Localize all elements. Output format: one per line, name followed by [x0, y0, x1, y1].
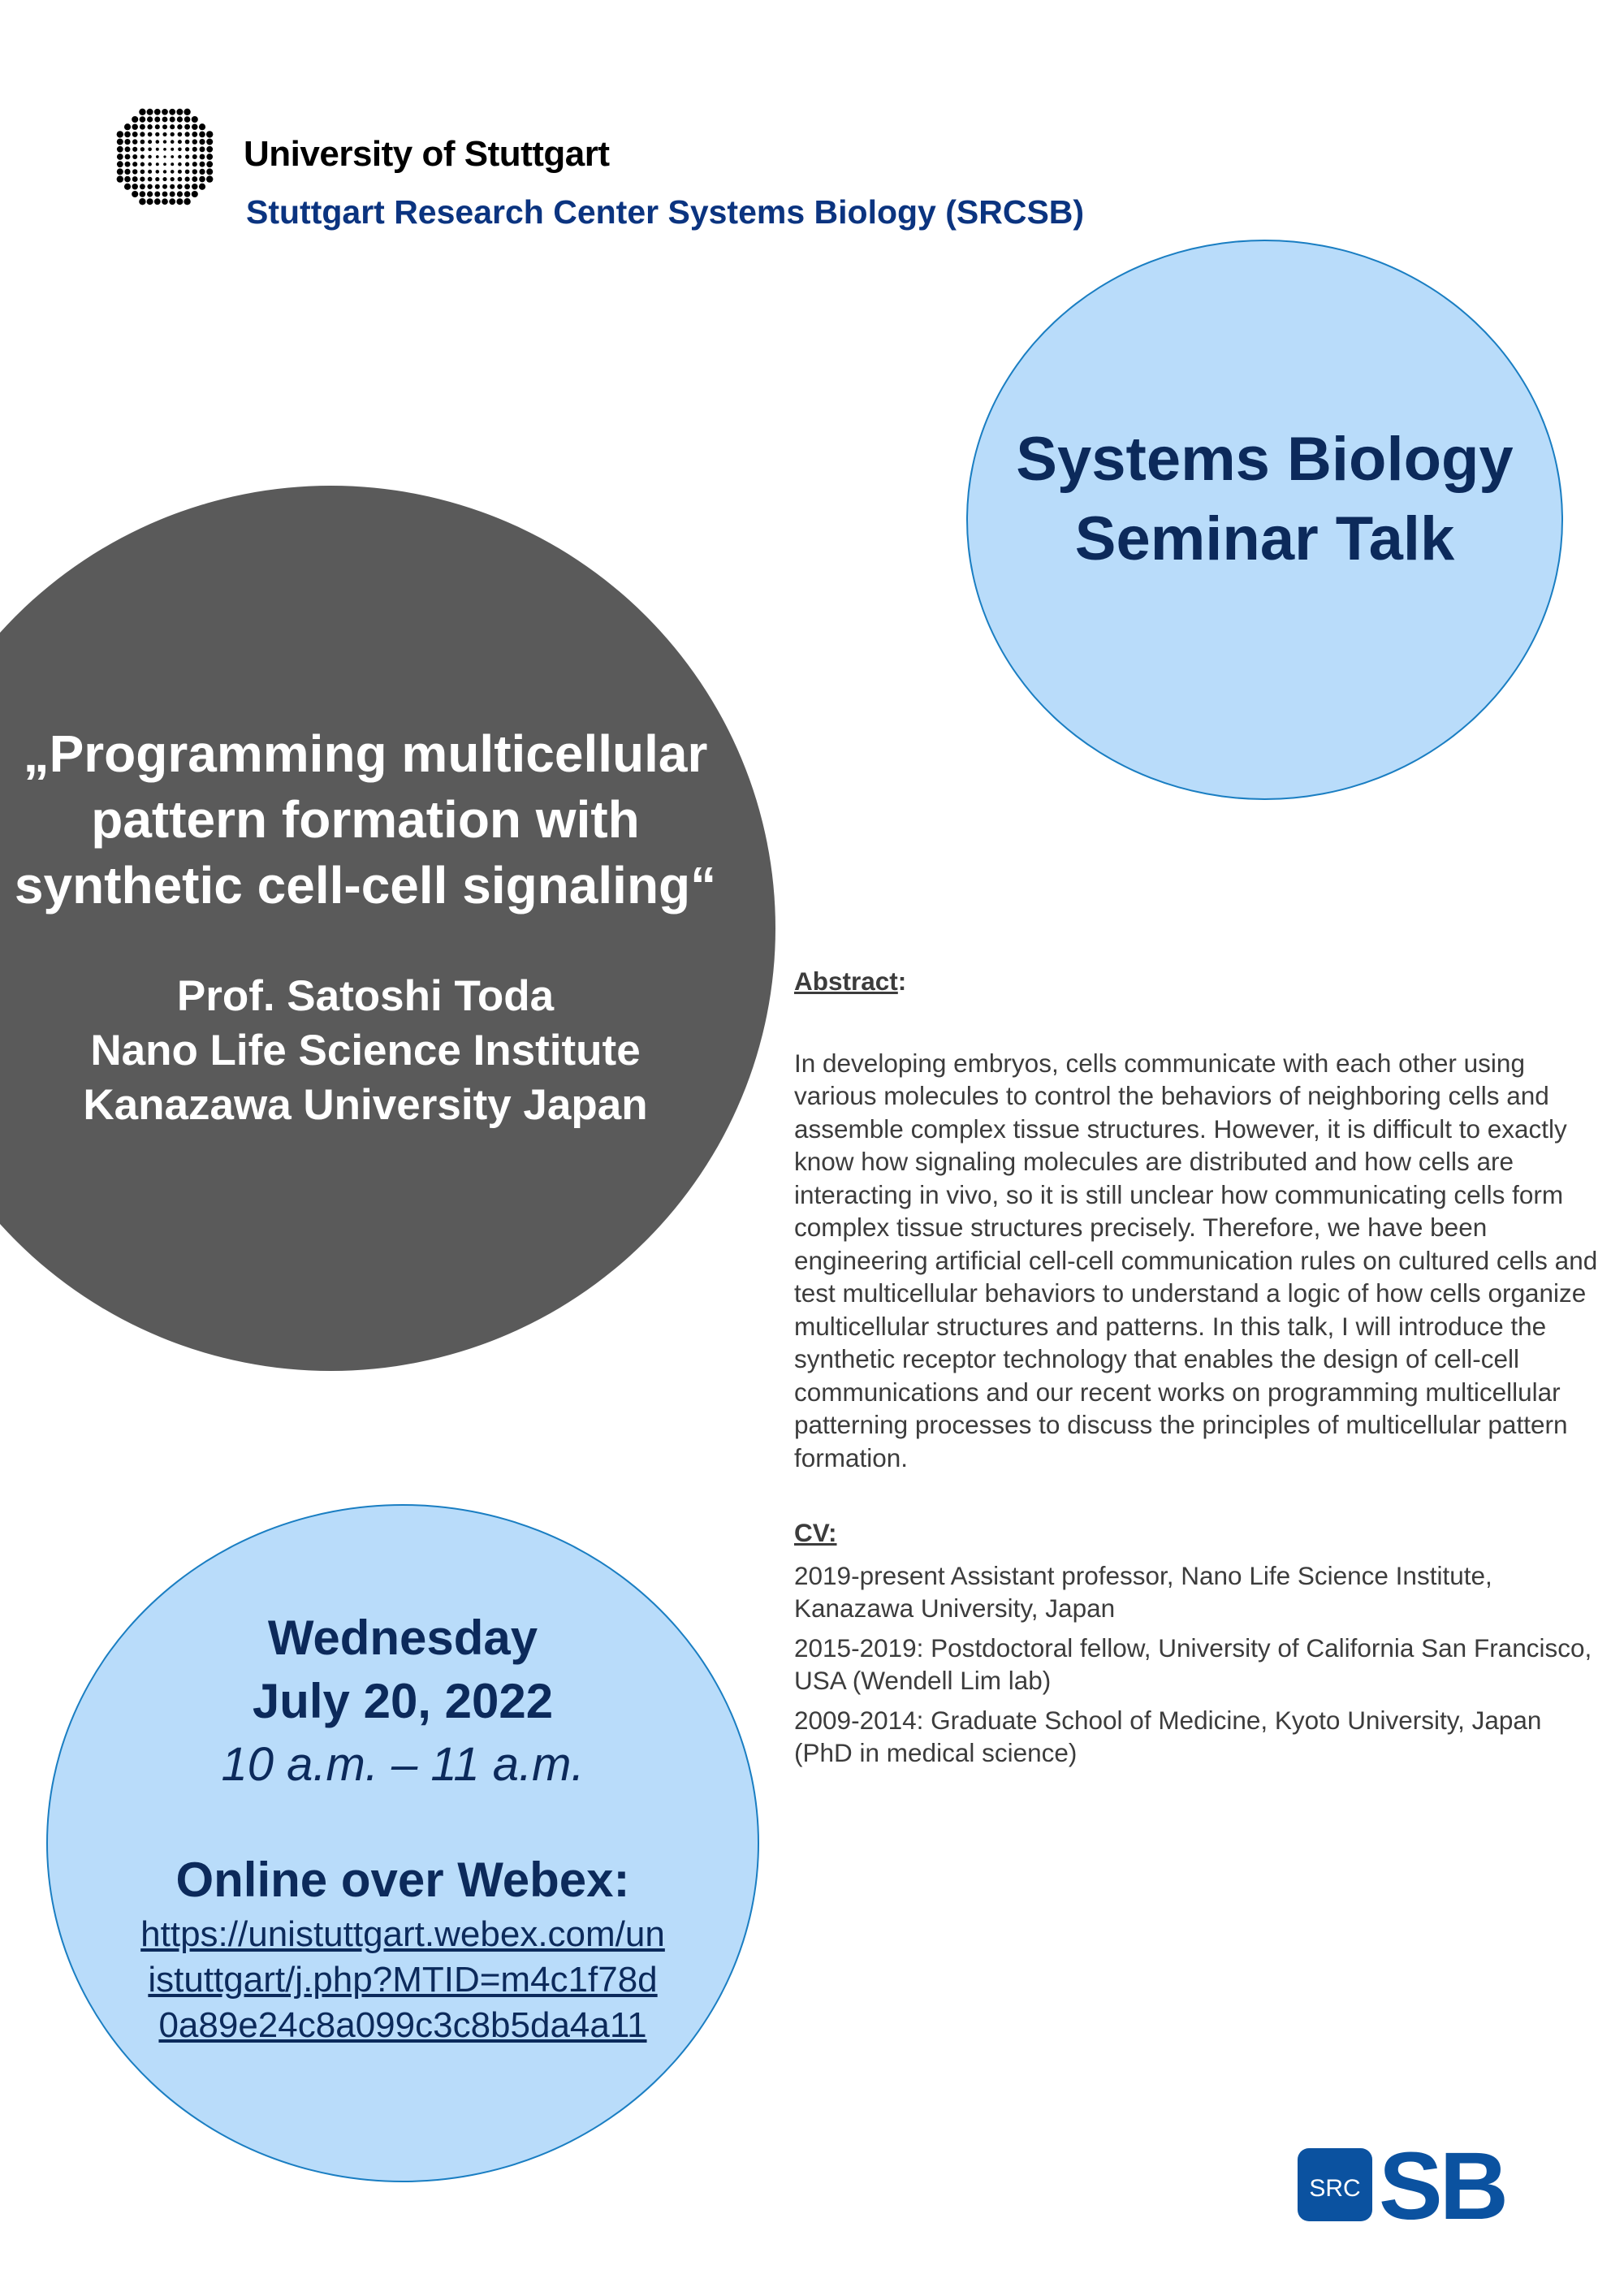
logo-dot	[148, 155, 151, 158]
logo-dot	[162, 177, 166, 181]
logo-dot	[147, 109, 153, 115]
logo-dot	[184, 198, 190, 205]
logo-dot	[140, 184, 145, 189]
speaker-institute: Nano Life Science Institute	[90, 1027, 641, 1074]
logo-dot	[178, 140, 182, 144]
logo-dot	[178, 148, 182, 152]
logo-dot	[192, 123, 197, 129]
logo-dot	[132, 116, 138, 123]
speaker-info	[0, 969, 731, 1132]
logo-dot	[132, 162, 137, 166]
logo-dot	[117, 139, 123, 145]
srcsb-logo-small-text: SRC	[1309, 2175, 1361, 2202]
logo-dot	[184, 109, 190, 115]
srcsb-logo-icon	[1298, 2144, 1541, 2225]
logo-dot	[206, 153, 213, 160]
cv-entry: 2015-2019: Postdoctoral fellow, University of California San Francisco, USA (Wendell Lim lab)	[794, 1632, 1592, 1695]
logo-dot	[192, 162, 197, 166]
logo-dot	[124, 132, 131, 138]
logo-dot	[155, 184, 160, 189]
logo-dot	[192, 184, 197, 189]
university-logo-icon	[112, 104, 218, 210]
logo-dot	[117, 168, 123, 175]
logo-dot	[147, 191, 153, 197]
logo-dot	[140, 191, 146, 197]
logo-dot	[177, 116, 183, 122]
logo-dot	[170, 117, 175, 123]
logo-dot	[163, 170, 166, 173]
logo-dot	[162, 117, 168, 123]
logo-dot	[206, 146, 213, 153]
logo-dot	[124, 176, 131, 183]
logo-dot	[117, 153, 123, 160]
logo-dot	[156, 155, 159, 158]
logo-dot	[140, 154, 145, 158]
logo-dot	[185, 140, 190, 145]
logo-dot	[199, 184, 205, 190]
logo-dot	[117, 131, 123, 137]
logo-dot	[148, 170, 152, 174]
event-info	[46, 1606, 759, 2048]
logo-dot	[124, 139, 130, 145]
abstract-text: In developing embryos, cells communicate with each other using various molecules to control the behaviors of neighboring cells and assemble complex tissue structures. However, it is difficult to exactly know how signaling molecules are distributed and how cells are interacting in vivo, so it is still unclear how communicating cells form complex tissue structures precisely. Therefore, we have been engineering artificial cell-cell communication rules on cultured cells and test multicellular behaviors to understand a logic of how cells organize multicellular structures and patterns. In this talk, I will introduce the synthetic receptor technology that enables the design of cell-cell communications and our recent works on programming multicellular patterning processes to discuss the principles of multicellular pattern formation.	[794, 1048, 1598, 1472]
logo-dot	[156, 170, 160, 174]
talk-info	[0, 721, 731, 1132]
speaker-university: Kanazawa University Japan	[83, 1081, 648, 1129]
logo-dot	[163, 148, 166, 151]
logo-dot	[124, 169, 130, 175]
logo-dot	[140, 147, 145, 151]
logo-dot	[132, 176, 138, 182]
logo-dot	[192, 169, 197, 174]
logo-dot	[206, 131, 213, 137]
logo-dot	[171, 170, 175, 174]
logo-dot	[132, 132, 138, 137]
logo-dot	[199, 123, 205, 130]
logo-dot	[171, 140, 175, 144]
logo-dot	[184, 124, 190, 130]
logo-dot	[154, 198, 161, 205]
abstract-heading-colon: :	[897, 966, 907, 996]
logo-dot	[140, 170, 145, 175]
logo-dot	[199, 169, 205, 175]
logo-dot	[132, 184, 137, 189]
logo-dot	[178, 177, 183, 182]
seminar-title	[1016, 420, 1513, 579]
logo-dot	[117, 146, 123, 153]
cv-heading: CV:	[794, 1518, 837, 1547]
logo-dot	[163, 155, 166, 158]
logo-dot	[185, 162, 189, 166]
logo-dot	[124, 123, 131, 130]
seminar-title-line2: Seminar Talk	[1074, 504, 1455, 573]
logo-dot	[148, 132, 153, 137]
logo-dot	[206, 161, 213, 167]
logo-dot	[178, 170, 182, 174]
logo-dot	[147, 116, 153, 122]
logo-dot	[178, 155, 181, 158]
logo-dot	[132, 169, 137, 174]
logo-dot	[132, 191, 138, 197]
logo-dot	[170, 184, 175, 189]
logo-dot	[192, 132, 197, 137]
logo-dot	[154, 109, 161, 115]
logo-dot	[139, 109, 145, 115]
cv-entry: 2009-2014: Graduate School of Medicine, Kyoto University, Japan (PhD in medical science)	[794, 1705, 1542, 1767]
logo-dot	[156, 162, 159, 166]
logo-dot	[176, 198, 183, 205]
logo-dot	[192, 176, 197, 182]
seminar-title-line1: Systems Biology	[1016, 425, 1514, 494]
logo-dot	[199, 139, 205, 145]
logo-dot	[185, 147, 189, 151]
logo-dot	[162, 198, 168, 205]
logo-dot	[178, 132, 183, 137]
logo-dot	[140, 162, 145, 166]
logo-dot	[154, 192, 160, 197]
research-center-name: Stuttgart Research Center Systems Biology (SRCSB)	[246, 193, 1085, 231]
logo-dot	[147, 124, 152, 129]
logo-dot	[148, 177, 153, 182]
logo-dot	[140, 116, 146, 123]
logo-dot	[178, 162, 182, 166]
logo-dot	[163, 140, 166, 143]
logo-dot	[192, 191, 198, 197]
logo-dot	[199, 176, 205, 183]
logo-dot	[163, 162, 166, 166]
logo-dot	[155, 124, 160, 129]
university-name: University of Stuttgart	[244, 134, 610, 174]
logo-dot	[177, 191, 183, 197]
logo-dot	[155, 177, 159, 181]
logo-dot	[147, 184, 152, 189]
logo-dot	[169, 109, 175, 115]
logo-dot	[140, 140, 145, 145]
logo-dot	[176, 109, 183, 115]
seminar-circle	[966, 240, 1563, 800]
event-day: Wednesday	[267, 1611, 538, 1665]
logo-dot	[169, 198, 175, 205]
logo-dot	[200, 146, 205, 152]
logo-dot	[206, 168, 213, 175]
speaker-name: Prof. Satoshi Toda	[176, 972, 555, 1020]
logo-dot	[192, 139, 197, 144]
logo-dot	[171, 155, 174, 158]
logo-dot	[200, 162, 205, 167]
abstract-heading-row	[794, 965, 1606, 998]
logo-dot	[199, 132, 205, 138]
logo-dot	[132, 147, 137, 152]
cv-entry: 2019-present Assistant professor, Nano Life Science Institute, Kanazawa University, Japan	[794, 1560, 1492, 1623]
logo-dot	[125, 154, 131, 160]
logo-dot	[147, 198, 153, 205]
logo-dot	[171, 148, 174, 151]
logo-dot	[162, 184, 167, 189]
logo-dot	[170, 124, 175, 129]
logo-dot	[185, 132, 190, 136]
logo-dot	[184, 116, 191, 123]
logo-dot	[171, 132, 175, 136]
logo-dot	[177, 124, 182, 129]
logo-dot	[139, 198, 145, 205]
logo-dot	[185, 154, 189, 158]
logo-dot	[192, 147, 197, 152]
abstract-section	[794, 965, 1606, 1776]
logo-dot	[156, 148, 159, 151]
logo-dot	[132, 139, 137, 144]
logo-dot	[125, 162, 131, 167]
logo-dot	[200, 154, 205, 160]
logo-dot	[117, 175, 123, 182]
logo-dot	[132, 123, 137, 129]
logo-dot	[156, 140, 160, 144]
webex-link[interactable]: https://unistuttgart.webex.com/unistuttgart/j.php?MTID=m4c1f78d0a89e24c8a099c3c8b5da4a11	[140, 1914, 665, 2045]
logo-dot	[184, 184, 190, 189]
logo-dot	[171, 177, 175, 181]
logo-dot	[192, 154, 197, 159]
logo-dot	[148, 140, 152, 144]
logo-dot	[184, 191, 191, 197]
logo-dot	[125, 146, 131, 152]
logo-dot	[162, 124, 167, 129]
logo-dot	[140, 177, 145, 182]
online-label: Online over Webex:	[175, 1853, 630, 1907]
logo-dot	[206, 139, 213, 145]
abstract-heading: Abstract	[794, 966, 898, 996]
logo-dot	[185, 170, 190, 175]
logo-dot	[162, 109, 168, 115]
logo-dot	[148, 162, 152, 166]
logo-dot	[185, 177, 190, 182]
logo-dot	[140, 124, 145, 130]
logo-dot	[162, 132, 166, 136]
logo-dot	[132, 154, 137, 159]
logo-dot	[154, 117, 160, 123]
logo-dot	[192, 116, 198, 123]
logo-dot	[206, 175, 213, 182]
talk-title: „Programming multicellular pattern formation with synthetic cell-cell signaling“	[14, 724, 717, 915]
srcsb-logo-large-text: SB	[1379, 2144, 1505, 2225]
logo-dot	[140, 132, 145, 136]
logo-dot	[162, 192, 168, 197]
logo-dot	[124, 184, 131, 190]
logo-dot	[148, 148, 152, 152]
logo-dot	[170, 192, 175, 197]
logo-dot	[117, 161, 123, 167]
logo-dot	[155, 132, 159, 136]
logo-dot	[171, 162, 174, 166]
event-time: 10 a.m. – 11 a.m.	[221, 1738, 585, 1791]
event-date: July 20, 2022	[252, 1674, 554, 1728]
logo-dot	[177, 184, 182, 189]
